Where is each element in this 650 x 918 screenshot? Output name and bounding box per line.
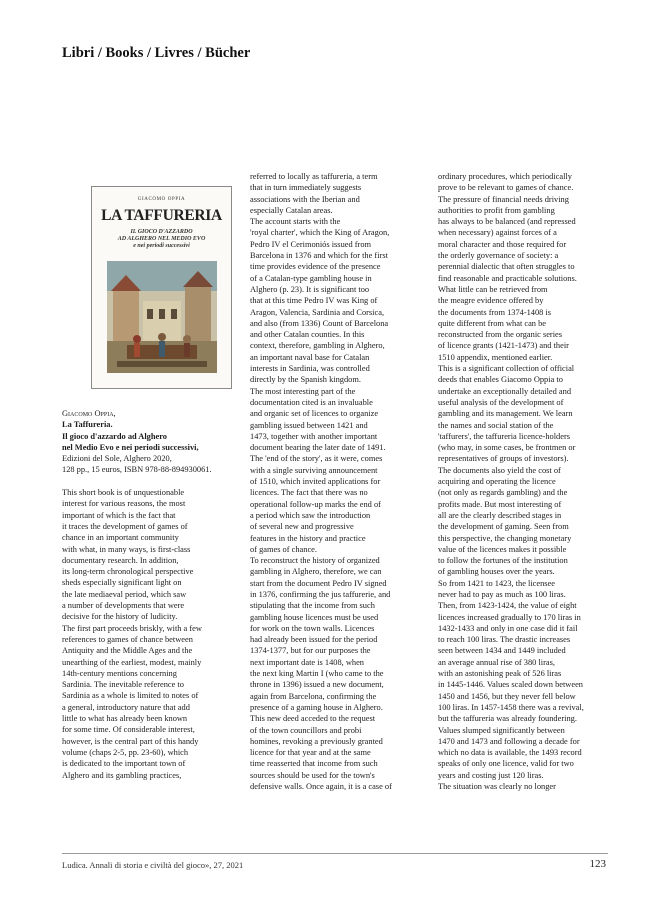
text-line: next important date is 1408, when: [250, 657, 364, 667]
text-line: and organic set of licences to organize: [250, 409, 379, 419]
text-line: documentation cited is an invaluable: [250, 397, 373, 407]
text-line: find reasonable and practicable solutions.: [438, 273, 577, 283]
text-line: and also (from 1336) Count of Barcelona: [250, 318, 389, 328]
citation-publisher: Edizioni del Sole, Alghero 2020,: [62, 454, 172, 464]
text-line: the development of gaming. Seen from: [438, 522, 569, 532]
column-1: [62, 408, 212, 781]
text-line: This is a significant collection of official: [438, 364, 575, 374]
text-line: the documents from 1374-1408 is: [438, 307, 552, 317]
text-line: The pressure of financial needs driving: [438, 194, 569, 204]
text-line: 1470 and 1473 and following a decade for: [438, 736, 580, 746]
text-line: stipulating that the income from such: [250, 601, 375, 611]
text-line: 'royal charter', which the King of Aragon,: [250, 228, 390, 238]
text-line: 1432-1433 and only in one case did it fail: [438, 623, 578, 633]
text-line: throne in 1396) issued a new document,: [250, 680, 384, 690]
text-line: for some time. Of considerable interest,: [62, 725, 195, 735]
text-line: So from 1421 to 1423, the licensee: [438, 578, 555, 588]
text-line: document bearing the later date of 1491.: [250, 443, 386, 453]
text-line: years and costing just 120 liras.: [438, 770, 544, 780]
text-line: licences increased gradually to 170 liras in: [438, 612, 581, 622]
text-line: value of the licences makes it possible: [438, 544, 567, 554]
text-line: but the taffureria was already foundering.: [438, 714, 577, 724]
text-line: The most interesting part of the: [250, 386, 356, 396]
text-line: The situation was clearly no longer: [438, 782, 556, 792]
text-line: the meagre evidence offered by: [438, 296, 544, 306]
journal-name: Ludica. Annali di storia e civiltà del gioco», 27, 2021: [62, 860, 244, 870]
text-line: The account starts with the: [250, 217, 341, 227]
book-cover: [91, 186, 232, 389]
text-line: gambling issued between 1421 and: [250, 420, 368, 430]
text-line: gambling house licences must be used: [250, 612, 379, 622]
cover-subtitle-line: e nei periodi successivi: [133, 243, 190, 249]
text-line: 1374-1377, but for our purposes the: [250, 646, 371, 656]
text-line: the next king Martin I (who came to the: [250, 669, 384, 679]
citation-details: 128 pp., 15 euros, ISBN 978-88-894930061.: [62, 465, 212, 475]
text-line: directly by the Spanish kingdom.: [250, 375, 361, 385]
text-line: This new deed acceded to the request: [250, 714, 376, 724]
text-line: Aragon, Valencia, Sardinia and Corsica,: [250, 307, 385, 317]
text-line: This short book is of unquestionable: [62, 488, 185, 498]
text-line: (not only as regards gambling) and the: [438, 488, 568, 498]
text-line: with what, in many ways, is first-class: [62, 544, 191, 554]
text-line: with an astonishing peak of 526 liras: [438, 669, 562, 679]
text-line: its long-term chronological perspective: [62, 567, 194, 577]
footer-rule: [62, 853, 608, 854]
text-line: all are the clearly described stages in: [438, 510, 562, 520]
column-3-body: [438, 171, 584, 792]
text-line: Alghero and its gambling practices,: [62, 770, 182, 780]
text-line: references to games of chance between: [62, 634, 193, 644]
column-2-body: [250, 171, 392, 792]
text-line: time reasserted that income from such: [250, 759, 378, 769]
text-line: operational follow-up marks the end of: [250, 499, 381, 509]
text-line: Barcelona in 1376 and which for the first: [250, 251, 388, 261]
text-line: (who may, in some cases, be frontmen or: [438, 443, 576, 453]
column-2: [250, 171, 392, 792]
text-line: interests in Sardinia, was controlled: [250, 364, 370, 374]
cover-title: LA TAFFURERIA: [101, 207, 222, 224]
text-line: of games of chance.: [250, 544, 317, 554]
text-line: ordinary procedures, which periodically: [438, 172, 572, 181]
text-line: moral character and those required for: [438, 239, 567, 249]
citation-title: La Taffureria.: [62, 420, 113, 430]
text-line: the late mediaeval period, which saw: [62, 589, 187, 599]
text-line: features in the history and practice: [250, 533, 366, 543]
text-line: in 1445-1446. Values scaled down between: [438, 680, 583, 690]
text-line: documentary research. In addition,: [62, 555, 179, 565]
text-line: volume (chaps 2-5, pp. 23-60), which: [62, 747, 189, 757]
text-line: a number of developments that were: [62, 601, 185, 611]
cover-subtitle-line: IL GIOCO D'AZZARDO: [130, 229, 193, 235]
text-line: undertake an exceptionally detailed and: [438, 386, 572, 396]
text-line: useful analysis of the development of: [438, 397, 564, 407]
section-heading: Libri / Books / Livres / Bücher: [62, 45, 251, 61]
text-line: What little can be retrieved from: [438, 284, 548, 294]
text-line: the names and social station of the: [438, 420, 554, 430]
text-line: gambling and its management. We learn: [438, 409, 573, 419]
text-line: referred to locally as taffureria, a term: [250, 172, 378, 181]
text-line: this perspective, the changing monetary: [438, 533, 572, 543]
text-line: it traces the development of games of: [62, 521, 188, 531]
text-line: deeds that enables Giacomo Oppia to: [438, 375, 563, 385]
text-line: 1510 appendix, mentioned earlier.: [438, 352, 553, 362]
text-line: reconstructed from the organic series: [438, 330, 563, 340]
text-line: authorities to profit from gambling: [438, 205, 555, 215]
text-line: chance in an important community: [62, 533, 179, 543]
text-line: of several new and progressive: [250, 522, 354, 532]
text-line: a period which saw the introduction: [250, 510, 371, 520]
text-line: defensive walls. Once again, it is a case of: [250, 782, 392, 792]
cover-subtitle-line: AD ALGHERO NEL MEDIO EVO: [117, 236, 206, 242]
text-line: that at this time Pedro IV was King of: [250, 296, 378, 306]
text-line: of gambling houses over the years.: [438, 567, 555, 577]
text-line: Pedro IV el Cerimoniós issued from: [250, 239, 372, 249]
text-line: to follow the fortunes of the institution: [438, 556, 568, 566]
text-line: licence for that year and at the same: [250, 748, 371, 758]
text-line: Values slumped significantly between: [438, 725, 565, 735]
text-line: The 'end of the story', as it were, comes: [250, 454, 383, 464]
text-line: speaks of only one licence, valid for two: [438, 759, 574, 769]
text-line: with a single surviving announcement: [250, 465, 378, 475]
text-line: The documents also yield the cost of: [438, 465, 561, 475]
page-number: 123: [589, 858, 606, 870]
text-line: time provides evidence of the presence: [250, 262, 381, 272]
text-line: decisive for the history of ludicity.: [62, 612, 178, 622]
citation-title: Il gioco d'azzardo ad Alghero: [62, 431, 167, 441]
text-line: unearthing of the earliest, modest, mainly: [62, 657, 202, 667]
text-line: Antiquity and the Middle Ages and the: [62, 646, 193, 656]
text-line: The first part proceeds briskly, with a few: [62, 623, 202, 633]
text-line: important of which is the fact that: [62, 510, 176, 520]
text-line: Sardinia as a whole is limited to notes of: [62, 691, 199, 701]
text-line: interest for various reasons, the most: [62, 499, 186, 509]
text-line: 'taffurers', the taffureria licence-holders: [438, 431, 570, 441]
text-line: for work on the town walls. Licences: [250, 623, 375, 633]
text-line: in 1376, confirming the jus taffurerie, and: [250, 589, 391, 599]
column-3: [438, 171, 584, 792]
text-line: is dedicated to the important town of: [62, 759, 186, 769]
text-line: perennial dialectic that often struggles to: [438, 262, 575, 272]
text-line: presence of a gaming house in Alghero.: [250, 702, 383, 712]
text-line: Then, from 1423-1424, the value of eight: [438, 601, 577, 611]
column-1-body: [62, 487, 212, 781]
text-line: a general, introductory nature that add: [62, 702, 190, 712]
text-line: sheds especially significant light on: [62, 578, 182, 588]
text-line: when necessary) against forces of a: [438, 228, 557, 238]
text-line: gambling in Alghero, therefore, we can: [250, 567, 382, 577]
text-line: especially Catalan areas.: [250, 205, 333, 215]
text-line: 14th-century mentions concerning: [62, 668, 177, 678]
text-line: 1473, together with another important: [250, 431, 378, 441]
text-line: To reconstruct the history of organized: [250, 556, 380, 566]
text-line: that in turn immediately suggests: [250, 183, 362, 193]
text-line: associations with the Iberian and: [250, 194, 360, 204]
text-line: acquiring and operating the licence: [438, 477, 556, 487]
text-line: quite different from what can be: [438, 318, 546, 328]
text-line: never had to pay as much as 100 liras.: [438, 589, 566, 599]
text-line: an average annual rise of 380 liras,: [438, 657, 555, 667]
text-line: representatives of groups of investors).: [438, 454, 569, 464]
text-line: of licence grants (1421-1473) and their: [438, 341, 569, 351]
text-line: homines, revoking a previously granted: [250, 736, 383, 746]
text-line: the orderly governance of society: a: [438, 251, 559, 261]
cover-subtitle: [94, 229, 229, 250]
text-line: however, is the central part of this handy: [62, 736, 199, 746]
text-line: of a Catalan-type gambling house in: [250, 273, 372, 283]
text-line: an important naval base for Catalan: [250, 352, 370, 362]
text-line: prove to be relevant to games of chance.: [438, 183, 574, 193]
cover-author: GIACOMO OPPIA: [137, 197, 186, 202]
text-line: had already been issued for the period: [250, 635, 378, 645]
text-line: Sardinia. The inevitable reference to: [62, 680, 184, 690]
text-line: profits made. But most interesting of: [438, 499, 562, 509]
text-line: Alghero (p. 23). It is significant too: [250, 284, 370, 294]
text-line: context, therefore, gambling in Alghero,: [250, 341, 385, 351]
text-line: and other Catalan counties. In this: [250, 330, 365, 340]
cover-illustration: [107, 261, 217, 373]
text-line: sources should be used for the town's: [250, 770, 375, 780]
text-line: again from Barcelona, confirming the: [250, 691, 377, 701]
text-line: to reach 100 liras. The drastic increases: [438, 635, 571, 645]
text-line: which no data is available, the 1493 record: [438, 748, 582, 758]
text-line: start from the document Pedro IV signed: [250, 578, 387, 588]
text-line: 100 liras. In 1457-1458 there was a revival,: [438, 702, 584, 712]
text-line: 1450 and 1456, but they never fell below: [438, 691, 576, 701]
citation-author: Giacomo Oppia,: [62, 409, 116, 418]
text-line: has always to be balanced (and repressed: [438, 217, 576, 227]
text-line: licences. The fact that there was no: [250, 488, 368, 498]
text-line: of 1510, which invited applications for: [250, 477, 381, 487]
citation-title: nel Medio Evo e nei periodi successivi,: [62, 442, 199, 452]
text-line: of the town councillors and probi: [250, 725, 362, 735]
text-line: little to what has already been known: [62, 714, 188, 724]
text-line: seen between 1434 and 1449 included: [438, 646, 566, 656]
